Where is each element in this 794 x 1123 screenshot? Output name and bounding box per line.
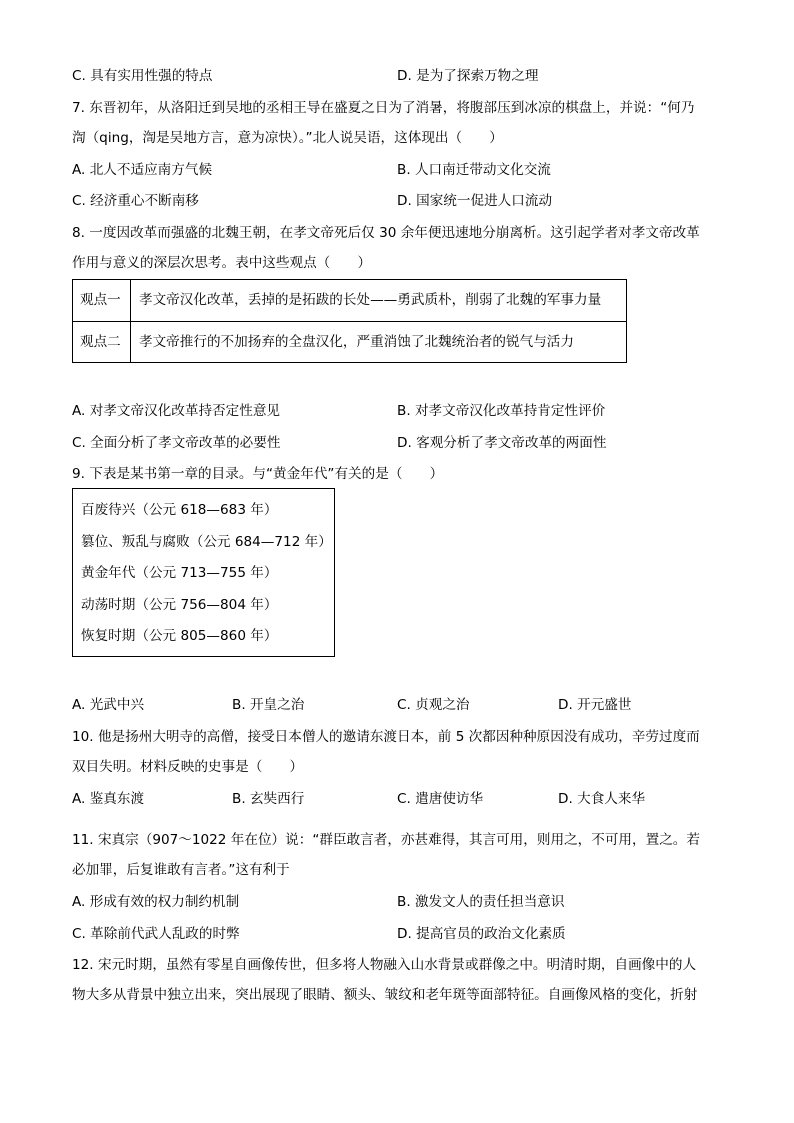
q12-stem-line1: 12. 宋元时期，虽然有零星自画像传世，但多将人物融入山水背景或群像之中。明清时期，自画像中的人 <box>72 957 697 973</box>
q10-stem-line2: 双目失明。材料反映的史事是（ ） <box>72 759 304 775</box>
q8-table-row <box>73 322 626 363</box>
q8-viewpoint-table <box>72 279 627 363</box>
q11-option-c: C. 革除前代武人乱政的时弊 <box>72 926 240 942</box>
q9-option-b: B. 开皇之治 <box>232 697 305 713</box>
q9-toc-item: 动荡时期（公元 756—804 年） <box>81 597 278 613</box>
q9-option-d: D. 开元盛世 <box>558 697 632 713</box>
q7-stem-line1: 7. 东晋初年，从洛阳迁到吴地的丞相王导在盛夏之日为了消暑，将腹部压到冰凉的棋盘上，并说：“何乃 <box>72 100 695 116</box>
q9-toc-item: 百废待兴（公元 618—683 年） <box>81 502 278 518</box>
q7-option-c: C. 经济重心不断南移 <box>72 193 199 209</box>
q10-option-b: B. 玄奘西行 <box>232 791 305 807</box>
q10-option-c: C. 遣唐使访华 <box>397 791 484 807</box>
q9-toc-item: 黄金年代（公元 713—755 年） <box>81 565 278 581</box>
q9-toc-item: 恢复时期（公元 805—860 年） <box>81 628 278 644</box>
q11-option-a: A. 形成有效的权力制约机制 <box>72 894 240 910</box>
q9-toc-box <box>72 488 335 657</box>
q10-stem-line1: 10. 他是扬州大明寺的高僧，接受日本僧人的邀请东渡日本，前 5 次都因种种原因没有成功，辛劳过度而 <box>72 729 700 745</box>
q8-row2-label: 观点二 <box>73 322 131 363</box>
q11-option-d: D. 提高官员的政治文化素质 <box>397 926 566 942</box>
q9-toc-item: 篡位、叛乱与腐败（公元 684—712 年） <box>81 534 332 550</box>
q7-option-d: D. 国家统一促进人口流动 <box>397 193 553 209</box>
q9-option-c: C. 贞观之治 <box>397 697 470 713</box>
q8-option-c: C. 全面分析了孝文帝改革的必要性 <box>72 435 281 451</box>
q8-option-d: D. 客观分析了孝文帝改革的两面性 <box>397 435 607 451</box>
q11-stem-line1: 11. 宋真宗（907～1022 年在位）说：“群臣敢言者，亦甚难得，其言可用，则用之，不可用，置之。若 <box>72 832 700 848</box>
q8-row1-label: 观点一 <box>73 280 131 321</box>
q8-stem-line2: 作用与意义的深层次思考。表中这些观点（ ） <box>72 255 372 271</box>
q8-row2-text: 孝文帝推行的不加扬弃的全盘汉化，严重消蚀了北魏统治者的锐气与活力 <box>139 334 574 350</box>
q9-option-a: A. 光武中兴 <box>72 697 145 713</box>
q6-option-d: D. 是为了探索万物之理 <box>397 68 539 84</box>
q7-option-b: B. 人口南迁带动文化交流 <box>397 162 551 178</box>
q6-option-c: C. 具有实用性强的特点 <box>72 68 213 84</box>
q8-row1-text: 孝文帝汉化改革，丢掉的是拓跋的长处——勇武质朴，削弱了北魏的军事力量 <box>139 292 602 308</box>
q9-stem: 9. 下表是某书第一章的目录。与“黄金年代”有关的是（ ） <box>72 466 444 482</box>
q11-option-b: B. 激发文人的责任担当意识 <box>397 894 565 910</box>
q11-stem-line2: 必加罪，后复谁敢有言者。”这有利于 <box>72 862 290 878</box>
q8-option-a: A. 对孝文帝汉化改革持否定性意见 <box>72 403 281 419</box>
q10-option-d: D. 大食人来华 <box>558 791 646 807</box>
q12-stem-line2: 物大多从背景中独立出来，突出展现了眼睛、额头、皱纹和老年斑等面部特征。自画像风格的变化，折射 <box>72 987 698 1003</box>
q7-option-a: A. 北人不适应南方气候 <box>72 162 213 178</box>
q7-stem-line2: 渹（qing，渹是吴地方言，意为凉快）。”北人说吴语，这体现出（ ） <box>72 130 503 146</box>
q8-stem-line1: 8. 一度因改革而强盛的北魏王朝，在孝文帝死后仅 30 余年便迅速地分崩离析。这引起学者对孝文帝改革 <box>72 225 700 241</box>
q8-table-row <box>73 280 626 322</box>
q10-option-a: A. 鉴真东渡 <box>72 791 145 807</box>
q8-option-b: B. 对孝文帝汉化改革持肯定性评价 <box>397 403 606 419</box>
